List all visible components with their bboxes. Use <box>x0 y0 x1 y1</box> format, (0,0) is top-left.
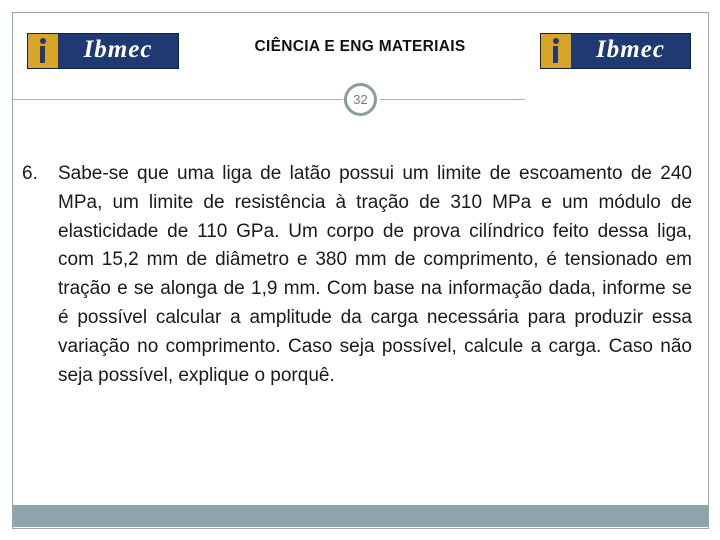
ibmec-i-icon <box>541 34 571 68</box>
footer-bar <box>13 505 708 527</box>
ibmec-i-icon <box>28 34 58 68</box>
logo-right-text: Ibmec <box>596 36 665 63</box>
ibmec-logo-left <box>27 33 179 69</box>
slide-title: CIÊNCIA E ENG MATERIAIS <box>254 38 466 55</box>
header-divider <box>380 99 525 100</box>
header-divider <box>13 99 343 100</box>
question-number: 6. <box>22 163 38 184</box>
ibmec-logo-right <box>540 33 691 69</box>
question-text: Sabe-se que uma liga de latão possui um limite de escoamento de 240 MPa, um limite de resistência à tração de 310 MPa e um módulo de elasticidade de 110 GPa. Um corpo de prova cilíndrico feito dessa liga, com 15,2 mm de diâmetro e 380 mm de comprimento, é tensionado em tração e se alonga de 1,9 mm. Com base na informação dada, informe se é possível calcular a amplitude da carga necessária para produzir essa variação no comprimento. Caso seja possível, calcule a carga. Caso não seja possível, explique o porquê. <box>58 163 692 386</box>
question-block <box>22 160 692 390</box>
logo-left-text: Ibmec <box>83 36 153 63</box>
page-number-badge: 32 <box>344 83 377 116</box>
